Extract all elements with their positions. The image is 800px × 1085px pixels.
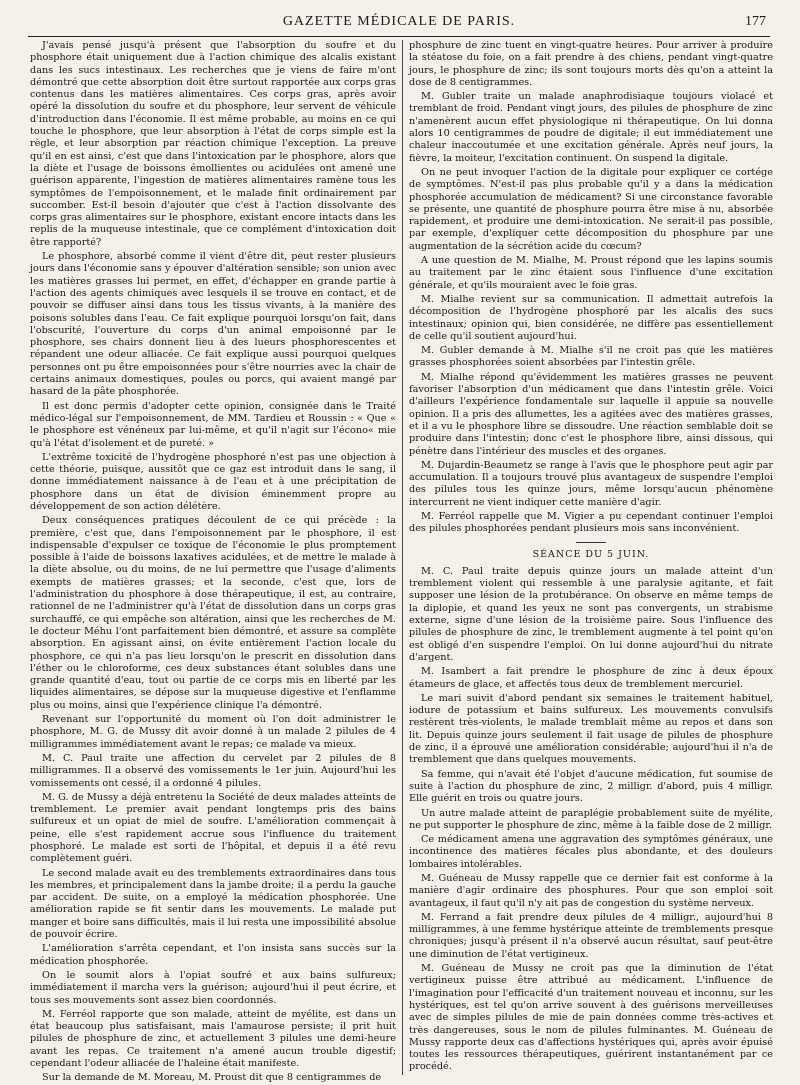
header-title: GAZETTE MÉDICALE DE PARIS.	[282, 14, 516, 29]
paragraph: M. Isambert a fait prendre le phosphure de zinc à deux époux étameurs de glace, et affectés tous deux de tremblement mercuriel.	[409, 666, 773, 690]
paragraph: M. Guéneau de Mussy ne croit pas que la diminution de l'état vertigineux puisse être attribué au médicament. L'influence de l'imagination pour l'efficacité d'un traitement nouveau et inconnu, sur les hystériques, est tel qu'on arrive souvent à des guérisons merveilleuses avec de simples pilules de mie de pain données comme très-actives et très dangereuses, sous le nom de pilules fulminantes. M. Guéneau de Mussy rapporte deux cas d'affections hystériques qui, après avoir épuisé toutes les ressources thérapeutiques, guérirent instantanément par ce procédé.	[409, 963, 773, 1073]
paragraph: M. G. de Mussy a déjà entretenu la Société de deux malades atteints de tremblement. Le premier avait pendant longtemps pris des bains sulfureux et un opiat de miel de soufre. L'amélioration commençait à peine, elle s'est rapidement accrue sous l'influence du traitement phosphoré. Le malade est sorti de l'hôpital, et depuis il a été revu complètement guéri.	[30, 791, 396, 865]
paragraph: Il est donc permis d'adopter cette opinion, consignée dans le Traité médico-légal sur l'empoisonnement, de MM. Tardieu et Roussin : « Que « le phosphore est vénéneux par lui-même, et qu'il n'agit sur l'écono« mie qu'à l'état d'isolement et de pureté. »	[30, 400, 396, 449]
paragraph: phosphure de zinc tuent en vingt-quatre heures. Pour arriver à produire la stéatose du foie, on a fait prendre à des chiens, pendant vingt-quatre jours, le phosphure de zinc; ils sont toujours morts dès qu'on a atteint la dose de 8 centigrammes.	[409, 40, 773, 88]
column-divider	[402, 40, 403, 1075]
paragraph: L'extrême toxicité de l'hydrogène phosphoré n'est pas une objection à cette théorie, puisque, aussitôt que ce gaz est introduit dans le sang, il donne immédiatement naissance à de l'eau et à une précipitation de phosphore dans un état de division éminemment propre au développement de son action délétère.	[30, 451, 396, 512]
paragraph: M. Gubler demande à M. Mialhe s'il ne croit pas que les matières grasses phosphorées soient absorbées par l'intestin grêle.	[409, 345, 773, 369]
paragraph: M. Ferrand a fait prendre deux pilules de 4 milligr., aujourd'hui 8 milligrammes, à une femme hystérique atteinte de tremblements presque chroniques; jusqu'à présent il n'a observé aucun résultat, sauf peut-être une diminution de l'état vertigineux.	[409, 911, 773, 960]
paragraph: M. C. Paul traite une affection du cervelet par 2 pilules de 8 milligrammes. Il a observé des vomissements le 1er juin. Aujourd'hui les vomissements ont cessé, il a ordonné 4 pilules.	[30, 752, 396, 789]
section-title: SÉANCE DU 5 JUIN.	[409, 542, 773, 561]
paragraph: Le phosphore, absorbé comme il vient d'être dit, peut rester plusieurs jours dans l'économie sans y épouver d'altération sensible; son union avec les matières grasses lui permet, en effet, d'échapper en grande partie à l'action des agents chimiques avec lesquels il se trouve en contact, et de pouvoir se diffuser ainsi dans tous les tissus vivants, à la manière des poisons solubles dans l'eau. Ce fait explique pourquoi lorsqu'on fait, dans l'obscurité, l'ouverture du corps d'un animal empoisonné par le phosphore, ses chairs donnent lieu à des lueurs phosphorescentes et répandent une odeur alliacée. Ce fait explique aussi pourquoi quelques personnes ont pu être empoisonnées pour s'être nourries avec la chair de certains animaux domestiques, poules ou porcs, qui avaient mangé par hasard de la pâte phosphorée.	[30, 251, 397, 398]
paragraph: Deux conséquences pratiques découlent de ce qui précède : la première, c'est que, dans l'empoisonnement par le phosphore, il est indispensable d'expulser ce toxique de l'économie le plus promptement possible à l'aide de boissons laxatives acidulées, et de mettre le malade à la diète absolue, ou du moins, de ne lui permettre que l'usage d'aliments exempts de matières grasses; et la seconde, c'est que, lors de l'administration du phosphore à dose thérapeutique, il est, au contraire, rationnel de ne l'administrer qu'à l'état de dissolution dans un corps gras surchauffé, ce qui empêche son altération, ainsi que les recherches de M. le docteur Méhu l'ont parfaitement bien démontré, et assure sa complète absorption. En agissant ainsi, on évite entièrement l'action locale du phosphore, ce qui n'a pas lieu lorsqu'on le prescrit en dissolution dans l'éther ou le chloroforme, ces deux substances étant solubles dans une grande quantité d'eau, tout ou partie de ce corps mis en liberté par les liquides alimentaires, se dépose sur la muqueuse digestive et l'enflamme plus ou moins, ainsi que l'expérience clinique l'a démontré.	[30, 515, 396, 711]
paragraph: Sa femme, qui n'avait été l'objet d'aucune médication, fut soumise de suite à l'action du phosphure de zinc, 2 milligr. d'abord, puis 4 milligr. Elle guérit en trois ou quatre jours.	[409, 768, 773, 805]
paragraph: M. Ferréol rappelle que M. Vigier a pu cependant continuer l'emploi des pilules phosphorées pendant plusieurs mois sans inconvénient.	[409, 510, 773, 535]
paragraph: M. Mialhe revient sur sa communication. Il admettait autrefois la décomposition de l'hydrogène phosphoré par les alcalis des sucs intestinaux; opinion qui, bien considérée, ne diffère pas essentiellement de celle qu'il soutient aujourd'hui.	[409, 293, 773, 342]
paragraph: L'amélioration s'arrêta cependant, et l'on insista sans succès sur la médication phosphorée.	[30, 943, 396, 967]
page-number: 177	[745, 14, 766, 29]
right-column	[409, 40, 773, 1075]
paragraph: Revenant sur l'opportunité du moment où l'on doit administrer le phosphore, M. G. de Mussy dit avoir donné à un malade 2 pilules de 4 milligrammes immédiatement avant le repas; ce malade va mieux.	[30, 714, 396, 750]
paragraph: On ne peut invoquer l'action de la digitale pour expliquer ce cortége de symptômes. N'est-il pas plus probable qu'il y a dans la médication phosphorée accumulation de médicament? Si une circonstance favorable se présente, une quantité de phosphure pourra être mise à nu, absorbée rapidement, et produire une demi-intoxication. Ne serait-il pas possible, par exemple, d'expliquer cette décomposition du phosphure par une augmentation de la sécrétion acide du cœcum?	[409, 166, 773, 252]
left-column	[30, 40, 397, 1084]
paragraph: Un autre malade atteint de paraplégie probablement suite de myélite, ne put supporter le phosphure de zinc, même à la faible dose de 2 milligr.	[409, 807, 773, 831]
paragraph: M. Gubler traite un malade anaphrodisiaque toujours violacé et tremblant de froid. Pendant vingt jours, des pilules de phosphure de zinc n'amenèrent aucun effet physiologique ni thérapeutique. On lui donna alors 10 centigrammes de poudre de digitale; il eut immédiatement une chaleur inaccoutumée et une excitation générale. Après neuf jours, la fièvre, la moiteur, l'excitation continuent. On suspend la digitale.	[409, 91, 773, 164]
paragraph: M. Ferréol rapporte que son malade, atteint de myélite, est dans un état beaucoup plus satisfaisant, mais l'amaurose persiste; il prit huit pilules de phosphure de zinc, et actuellement 3 pilules une demi-heure avant les repas. Ce traitement n'a amené aucun trouble digestif; cependant l'odeur alliacée de l'haleine était manifeste.	[30, 1008, 396, 1070]
paragraph: J'avais pensé jusqu'à présent que l'absorption du soufre et du phosphore était uniquement due à l'action chimique des alcalis existant dans les sucs intestinaux. Les recherches que je viens de faire m'ont démontré que cette absorption doit être surtout rapportée aux corps gras contenus dans les matières alimentaires. Ces corps gras, après avoir opéré la dissolution du soufre et du phosphore, leur servent de véhicule d'introduction dans l'économie. Il est même probable, au moins en ce qui touche le phosphore, que leur absorption à l'état de corps simple est la règle, et leur absorption par réaction chimique l'exception. La preuve qu'il en est ainsi, c'est que dans l'intoxication par le phosphore, alors que la diète et l'usage de boissons émollientes ou acidulées ont amené une guérison apparente, l'ingestion de matières alimentaires ramène tous les symptômes de l'empoisonnement, et le malade finit ordinairement par succomber. Est-il besoin d'ajouter que c'est à l'action dissolvante des corps gras alimentaires sur le phosphore, existant encore intacts dans les replis de la muqueuse intestinale, que ce complément d'intoxication doit être rapporté?	[30, 40, 396, 248]
paragraph: Sur la demande de M. Moreau, M. Proust dit que 8 centigrammes de	[42, 1072, 382, 1084]
paragraph: Ce médicament amena une aggravation des symptômes généraux, une incontinence des matières fécales plus abondante, et des douleurs lombaires intolérables.	[409, 834, 773, 870]
page-header	[28, 10, 770, 37]
paragraph: M. C. Paul traite depuis quinze jours un malade atteint d'un tremblement violent qui ressemble à une paralysie agitante, et fait supposer une lésion de la protubérance. On observe en même temps de la diplopie, et quand les yeux ne sont pas convergents, un strabisme externe, signe d'une lésion de la troisième paire. Sous l'influence des pilules de phosphure de zinc, le tremblement augmente à tel point qu'on est obligé d'en suspendre l'emploi. On lui donne aujourd'hui du nitrate d'argent.	[409, 565, 773, 663]
paragraph: Le second malade avait eu des tremblements extraordinaires dans tous les membres, et principalement dans la jambe droite; il a perdu la gauche par accident. De suite, on a employé la médication phosphorée. Une amélioration rapide se fit sentir dans les mouvements. Le malade put manger et boire sans difficultés, mais il lui resta une impossibilité absolue de pouvoir écrire.	[30, 867, 396, 941]
paragraph: M. Guéneau de Mussy rappelle que ce dernier fait est conforme à la manière d'agir ordinaire des phosphures. Pour que son emploi soit avantageux, il faut qu'il n'y ait pas de congestion du système nerveux.	[409, 873, 773, 909]
paragraph: M. Mialhe répond qu'évidemment les matières grasses ne peuvent favoriser l'absorption d'un médicament que dans l'intestin grêle. Voici d'ailleurs l'expérience fondamentale sur laquelle il appuie sa nouvelle opinion. Il a pris des allumettes, les a agitées avec des matières grasses, et il a vu le phosphore libre se dissoudre. Une réaction semblable doit se produire dans l'intestin; donc c'est le phosphore libre, ainsi dissous, qui pénètre dans l'intérieur des muscles et des organes.	[409, 371, 773, 457]
paragraph: Le mari suivit d'abord pendant six semaines le traitement habituel, iodure de potassium et bains sulfureux. Les mouvements convulsifs restèrent très-violents, le malade tremblait même au repos et dans son lit. Depuis quinze jours seulement il fait usage de pilules de phosphure de zinc, il a éprouvé une amélioration considérable; aujourd'hui il n'a de tremblement que dans quelques mouvements.	[409, 692, 773, 766]
paragraph: A une question de M. Mialhe, M. Proust répond que les lapins soumis au traitement par le zinc étaient sous l'influence d'une excitation générale, et qu'ils mouraient avec le foie gras.	[409, 255, 773, 291]
paragraph: M. Dujardin-Beaumetz se range à l'avis que le phosphore peut agir par accumulation. Il a toujours trouvé plus avantageux de suspendre l'emploi des pilules tous les quinze jours, même lorsqu'aucun phénomène intercurrent ne vient indiquer cette manière d'agir.	[409, 459, 773, 508]
paragraph: On le soumit alors à l'opiat soufré et aux bains sulfureux; immédiatement il marcha vers la guérison; aujourd'hui il peut écrire, et tous ses mouvements sont assez bien coordonnés.	[30, 969, 396, 1006]
